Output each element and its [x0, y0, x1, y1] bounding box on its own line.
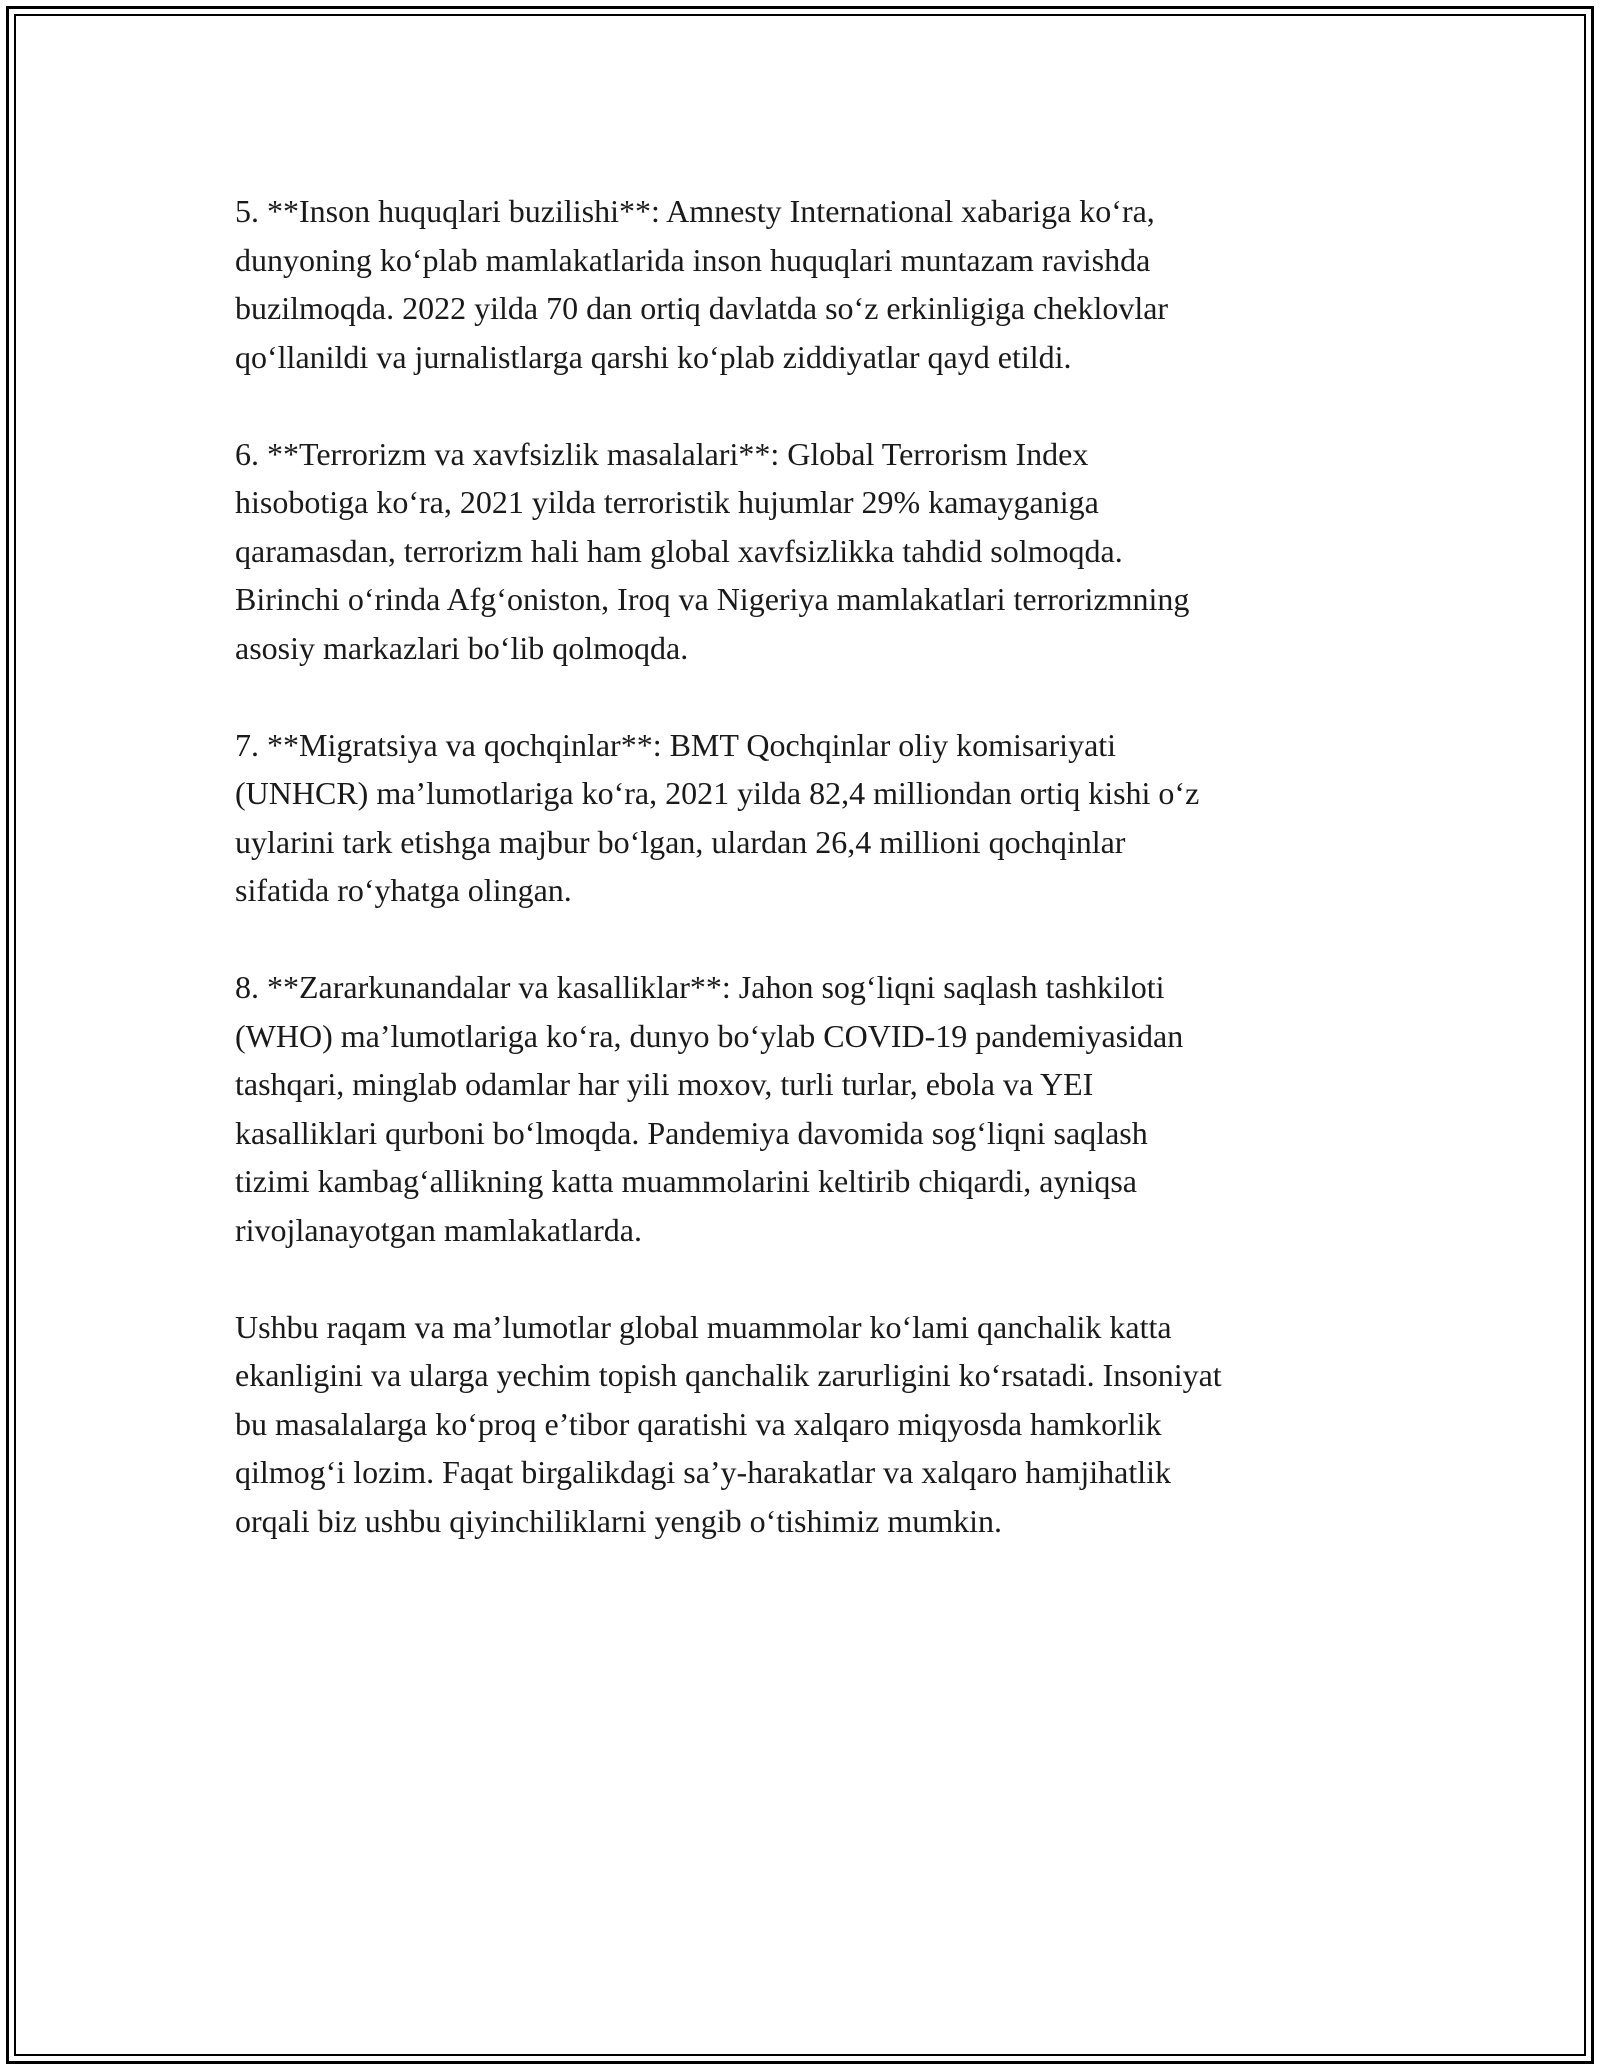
paragraph-human-rights — [235, 187, 1375, 381]
text-line: 5. **Inson huquqlari buzilishi**: Amnesty International xabariga ko‘ra, — [235, 193, 1155, 229]
text-line: dunyoning ko‘plab mamlakatlarida inson huquqlari muntazam ravishda — [235, 241, 1151, 278]
text-line: qo‘llanildi va jurnalistlarga qarshi ko‘plab ziddiyatlar qayd etildi. — [235, 338, 1072, 375]
text-line: buzilmoqda. 2022 yilda 70 dan ortiq davlatda so‘z erkinligiga cheklovlar — [235, 290, 1169, 326]
text-line: tashqari, minglab odamlar har yili moxov, turli turlar, ebola va YEI — [235, 1066, 1094, 1102]
text-line: rivojlanayotgan mamlakatlarda. — [235, 1211, 642, 1248]
paragraph-diseases — [235, 963, 1375, 1254]
text-line: tizimi kambag‘allikning katta muammolarini keltirib chiqardi, ayniqsa — [235, 1163, 1137, 1199]
paragraph-conclusion — [235, 1303, 1375, 1546]
text-line: qaramasdan, terrorizm hali ham global xavfsizlikka tahdid solmoqda. — [235, 532, 1123, 569]
paragraph-terrorism — [235, 430, 1375, 673]
paragraph-migration — [235, 721, 1375, 915]
text-line: qilmog‘i lozim. Faqat birgalikdagi sa’y-harakatlar va xalqaro hamjihatlik — [235, 1454, 1172, 1490]
text-line: 6. **Terrorizm va xavfsizlik masalalari**: Global Terrorism Index — [235, 435, 1089, 472]
text-line: sifatida ro‘yhatga olingan. — [235, 872, 572, 908]
text-line: Birinchi o‘rinda Afg‘oniston, Iroq va Nigeriya mamlakatlari terrorizmning — [235, 581, 1190, 617]
text-line: kasalliklari qurboni bo‘lmoqda. Pandemiya davomida sog‘liqni saqlash — [235, 1114, 1148, 1151]
text-line: (WHO) ma’lumotlariga ko‘ra, dunyo bo‘ylab COVID-19 pandemiyasidan — [235, 1017, 1184, 1054]
text-line: uylarini tark etishga majbur bo‘lgan, ulardan 26,4 millioni qochqinlar — [235, 823, 1126, 860]
document-body — [235, 187, 1375, 1594]
text-line: hisobotiga ko‘ra, 2021 yilda terroristik hujumlar 29% kamayganiga — [235, 484, 1099, 520]
text-line: 7. **Migratsiya va qochqinlar**: BMT Qochqinlar oliy komisariyati — [235, 726, 1117, 763]
text-line: Ushbu raqam va ma’lumotlar global muammolar ko‘lami qanchalik katta — [235, 1308, 1172, 1345]
text-line: (UNHCR) ma’lumotlariga ko‘ra, 2021 yilda 82,4 milliondan ortiq kishi o‘z — [235, 775, 1200, 811]
text-line: 8. **Zararkunandalar va kasalliklar**: Jahon sog‘liqni saqlash tashkiloti — [235, 969, 1165, 1005]
text-line: orqali biz ushbu qiyinchiliklarni yengib o‘tishimiz mumkin. — [235, 1502, 1003, 1539]
text-line: asosiy markazlari bo‘lib qolmoqda. — [235, 629, 689, 666]
text-line: bu masalalarga ko‘proq e’tibor qaratishi va xalqaro miqyosda hamkorlik — [235, 1405, 1162, 1442]
text-line: ekanligini va ularga yechim topish qanchalik zarurligini ko‘rsatadi. Insoniyat — [235, 1357, 1222, 1393]
